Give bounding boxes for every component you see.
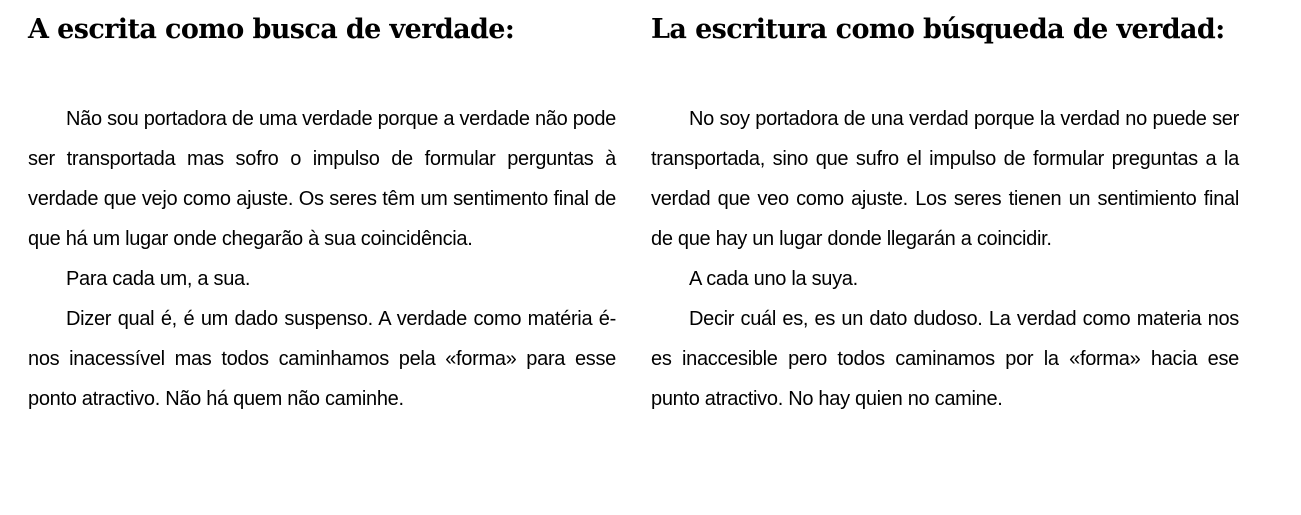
spanish-body xyxy=(651,99,1239,419)
spanish-title: La escritura como búsqueda de verdad: xyxy=(651,14,1225,45)
spanish-paragraph-3: Decir cuál es, es un dato dudoso. La verdad como materia nos es inaccesible pero todos caminamos por la «forma» hacia ese punto atractivo. No hay quien no camine. xyxy=(651,308,1239,410)
portuguese-paragraph-1: Não sou portadora de uma verdade porque a verdade não pode ser transportada mas sofro o impulso de formular perguntas à verdade que vejo como ajuste. Os seres têm um sentimento final de que há um lugar onde chegarão à sua coincidência. xyxy=(28,108,616,250)
spanish-column xyxy=(651,12,1239,419)
portuguese-column xyxy=(28,12,616,419)
spanish-paragraph-2: A cada uno la suya. xyxy=(689,268,858,290)
spanish-paragraph-1: No soy portadora de una verdad porque la verdad no puede ser transportada, sino que sufro el impulso de formular preguntas a la verdad que veo como ajuste. Los seres tienen un sentimiento final de que hay un lugar donde llegarán a coincidir. xyxy=(651,108,1239,250)
portuguese-paragraph-2: Para cada um, a sua. xyxy=(66,268,251,290)
portuguese-title: A escrita como busca de verdade: xyxy=(28,14,515,45)
portuguese-body xyxy=(28,99,616,419)
portuguese-paragraph-3: Dizer qual é, é um dado suspenso. A verdade como matéria é-nos inacessível mas todos caminhamos pela «forma» para esse ponto atractivo. Não há quem não caminhe. xyxy=(28,308,616,410)
